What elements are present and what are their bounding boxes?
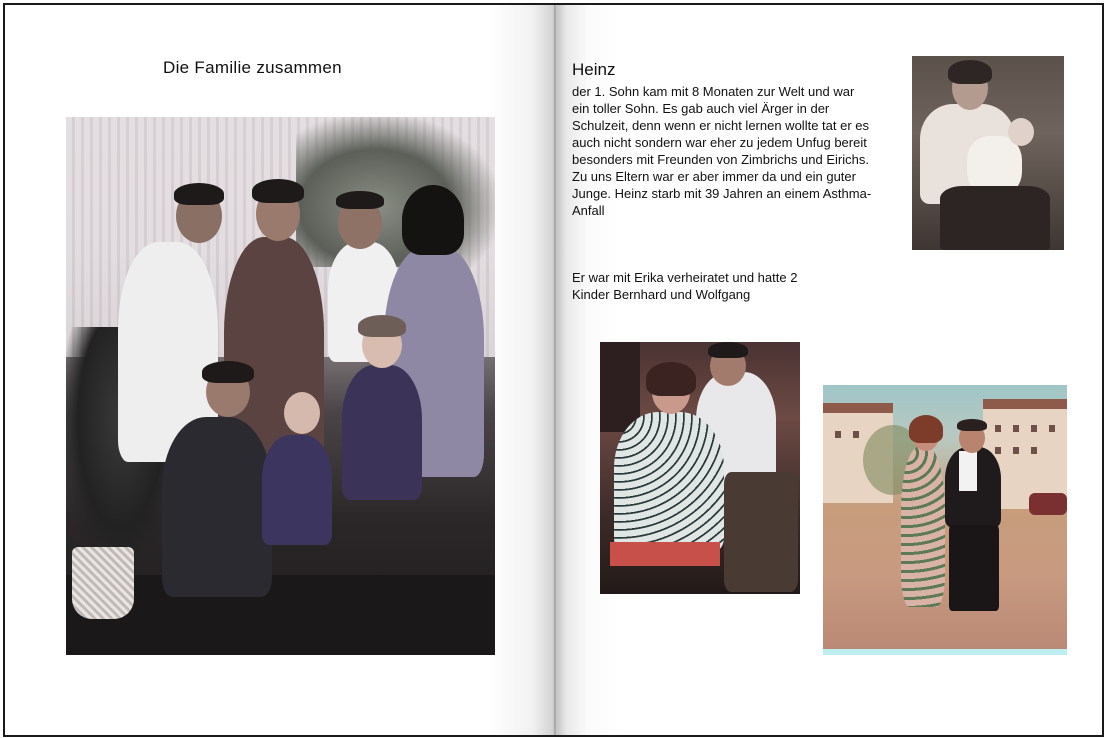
book-spine <box>553 5 557 735</box>
young-couple-photo <box>600 342 800 594</box>
section-heading: Heinz <box>572 60 616 79</box>
marriage-text: Er war mit Erika verheiratet und hatte 2 Kinder Bernhard und Wolfgang <box>572 270 798 302</box>
biography-text: der 1. Sohn kam mit 8 Monaten zur Welt und war ein toller Sohn. Es gab auch viel Ärger in der Schulzeit, denn wenn er nicht lernen wollte tat er es auch nicht sondern war eher zu jedem Unfug bereit besonders mit Freunden von Zimbrichs und Eirichs. Zu uns Eltern war er aber immer da und ein guter Junge. Heinz starb mit 39 Jahren an einem Asthma- Anfall <box>572 84 872 218</box>
family-photo <box>66 117 495 655</box>
left-page-title: Die Familie zusammen <box>163 58 342 77</box>
street-couple-photo <box>823 385 1067 655</box>
mother-with-baby-photo <box>912 56 1064 250</box>
